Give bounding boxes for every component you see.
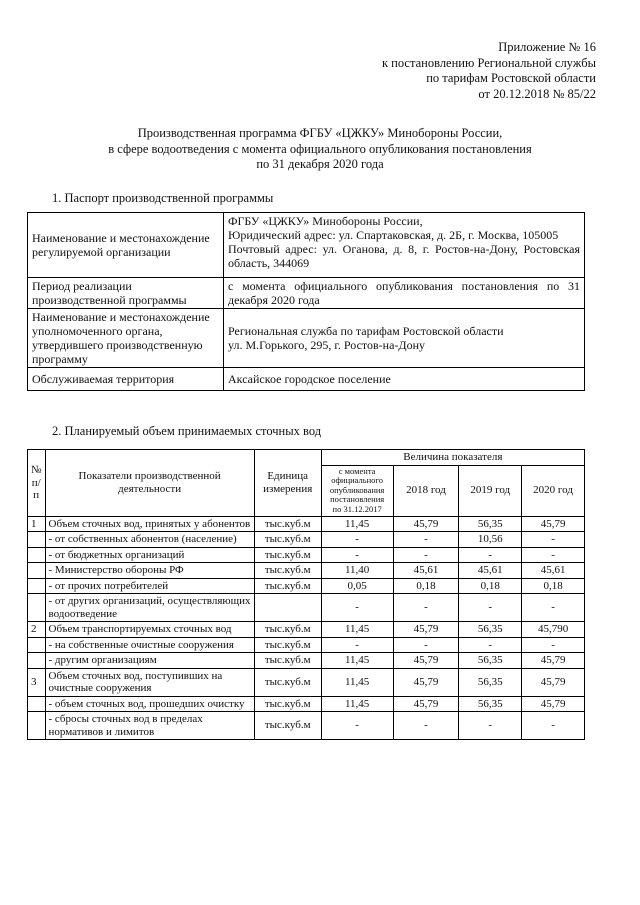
table-row [28, 578, 585, 594]
cell-value-2020: 45,79 [522, 653, 585, 669]
col-header-pub: с момента официального опубликования постановления по 31.12.2017 [321, 465, 393, 516]
table-row [28, 278, 585, 309]
title-line: по 31 декабря 2020 года [256, 157, 384, 171]
cell-value-2018: 45,79 [393, 653, 459, 669]
cell-value-pub: 11,40 [321, 563, 393, 579]
cell-value-pub: 11,45 [321, 516, 393, 532]
cell-num [28, 637, 46, 653]
cell-indicator: - от прочих потребителей [45, 578, 254, 594]
cell-value-pub: 11,45 [321, 653, 393, 669]
cell-unit: тыс.куб.м [254, 668, 321, 696]
col-header-2018: 2018 год [393, 465, 459, 516]
cell-value-2018: 0,18 [393, 578, 459, 594]
cell-num [28, 578, 46, 594]
table-row [28, 368, 585, 391]
document-title [40, 126, 600, 173]
cell-indicator: - объем сточных вод, прошедших очистку [45, 696, 254, 712]
cell-value-2020: - [522, 594, 585, 622]
cell-num [28, 696, 46, 712]
table-row [28, 532, 585, 548]
table-row [28, 547, 585, 563]
table-row [28, 696, 585, 712]
cell-indicator: - сбросы сточных вод в пределах нормативов и лимитов [45, 712, 254, 740]
cell-value-2019: 56,35 [459, 516, 522, 532]
col-header-unit: Единица измерения [254, 450, 321, 517]
cell-unit: тыс.куб.м [254, 622, 321, 638]
col-header-num: № п/п [28, 450, 46, 517]
cell-value-pub: 11,45 [321, 668, 393, 696]
col-header-2020: 2020 год [522, 465, 585, 516]
cell-value-2020: 45,79 [522, 696, 585, 712]
appendix-line: Приложение № 16 [498, 40, 596, 54]
cell-value-2018: - [393, 547, 459, 563]
cell-value-2019: - [459, 637, 522, 653]
cell-value-2020: 45,790 [522, 622, 585, 638]
cell-value-2018: - [393, 712, 459, 740]
col-header-group: Величина показателя [321, 450, 584, 466]
row-value: Аксайское городское поселение [224, 368, 585, 391]
cell-value-2019: 10,56 [459, 532, 522, 548]
cell-value-2018: - [393, 637, 459, 653]
cell-num: 2 [28, 622, 46, 638]
table-row [28, 622, 585, 638]
cell-value-2018: 45,61 [393, 563, 459, 579]
value-line: Юридический адрес: ул. Спартаковская, д. 2Б, г. Москва, 105005 [228, 228, 559, 242]
cell-value-2019: 56,35 [459, 653, 522, 669]
section2-heading: 2. Планируемый объем принимаемых сточных вод [52, 424, 322, 438]
cell-unit: тыс.куб.м [254, 712, 321, 740]
value-line: Почтовый адрес: ул. Оганова, д. 8, г. Ростов-на-Дону, Ростовская область, 344069 [228, 242, 580, 270]
table-header-row [28, 450, 585, 466]
cell-num [28, 532, 46, 548]
cell-unit [254, 594, 321, 622]
cell-value-2020: 45,61 [522, 563, 585, 579]
cell-value-2020: - [522, 712, 585, 740]
table-row [28, 637, 585, 653]
cell-unit: тыс.куб.м [254, 696, 321, 712]
volume-table [27, 449, 585, 740]
cell-value-2020: - [522, 637, 585, 653]
cell-unit: тыс.куб.м [254, 532, 321, 548]
cell-value-pub: 0,05 [321, 578, 393, 594]
cell-num [28, 712, 46, 740]
cell-indicator: - Министерство обороны РФ [45, 563, 254, 579]
cell-unit: тыс.куб.м [254, 516, 321, 532]
cell-num [28, 653, 46, 669]
cell-value-2019: - [459, 547, 522, 563]
value-line: ФГБУ «ЦЖКУ» Минобороны России, [228, 214, 423, 228]
cell-num: 1 [28, 516, 46, 532]
cell-value-2018: 45,79 [393, 516, 459, 532]
cell-value-2019: 45,61 [459, 563, 522, 579]
cell-value-2018: 45,79 [393, 696, 459, 712]
cell-num: 3 [28, 668, 46, 696]
cell-value-2018: - [393, 594, 459, 622]
cell-unit: тыс.куб.м [254, 578, 321, 594]
row-label: Обслуживаемая территория [28, 368, 224, 391]
col-header-indicator: Показатели производственной деятельности [45, 450, 254, 517]
passport-table [27, 212, 585, 391]
appendix-line: по тарифам Ростовской области [426, 71, 596, 85]
col-header-2019: 2019 год [459, 465, 522, 516]
cell-value-2019: 0,18 [459, 578, 522, 594]
appendix-header [382, 40, 596, 102]
cell-value-pub: 11,45 [321, 696, 393, 712]
cell-value-pub: 11,45 [321, 622, 393, 638]
cell-num [28, 547, 46, 563]
cell-value-2018: - [393, 532, 459, 548]
cell-indicator: Объем транспортируемых сточных вод [45, 622, 254, 638]
table-row [28, 668, 585, 696]
cell-value-2020: 0,18 [522, 578, 585, 594]
cell-value-2019: - [459, 712, 522, 740]
row-value: с момента официального опубликования постановления по 31 декабря 2020 года [224, 278, 585, 309]
value-line: Региональная служба по тарифам Ростовской области [228, 324, 504, 338]
table-row [28, 516, 585, 532]
title-line: Производственная программа ФГБУ «ЦЖКУ» Минобороны России, [137, 126, 503, 140]
row-label: Наименование и местонахождение уполномоченного органа, утвердившего производственную программу [28, 309, 224, 368]
table-row [28, 594, 585, 622]
cell-unit: тыс.куб.м [254, 637, 321, 653]
cell-indicator: - от бюджетных организаций [45, 547, 254, 563]
table-row [28, 563, 585, 579]
cell-unit: тыс.куб.м [254, 547, 321, 563]
title-line: в сфере водоотведения с момента официального опубликования постановления [108, 141, 532, 156]
cell-value-pub: - [321, 594, 393, 622]
table-row [28, 213, 585, 278]
cell-indicator: - на собственные очистные сооружения [45, 637, 254, 653]
cell-unit: тыс.куб.м [254, 563, 321, 579]
row-label: Наименование и местонахождение регулируемой организации [28, 213, 224, 278]
section1-heading: 1. Паспорт производственной программы [52, 191, 274, 205]
row-label: Период реализации производственной программы [28, 278, 224, 309]
cell-indicator: - другим организациям [45, 653, 254, 669]
cell-value-2019: 56,35 [459, 696, 522, 712]
appendix-line: от 20.12.2018 № 85/22 [478, 86, 596, 101]
appendix-line: к постановлению Региональной службы [381, 55, 596, 70]
cell-value-2019: - [459, 594, 522, 622]
cell-value-2020: - [522, 532, 585, 548]
cell-value-2020: - [522, 547, 585, 563]
row-value [224, 309, 585, 368]
cell-num [28, 594, 46, 622]
table-row [28, 712, 585, 740]
cell-value-pub: - [321, 637, 393, 653]
value-line: ул. М.Горького, 295, г. Ростов-на-Дону [228, 338, 425, 352]
row-value [224, 213, 585, 278]
cell-indicator: Объем сточных вод, принятых у абонентов [45, 516, 254, 532]
cell-value-2020: 45,79 [522, 516, 585, 532]
cell-value-pub: - [321, 532, 393, 548]
cell-indicator: - от собственных абонентов (население) [45, 532, 254, 548]
cell-indicator: Объем сточных вод, поступивших на очистные сооружения [45, 668, 254, 696]
cell-num [28, 563, 46, 579]
cell-value-2019: 56,35 [459, 668, 522, 696]
cell-value-2018: 45,79 [393, 668, 459, 696]
cell-value-2020: 45,79 [522, 668, 585, 696]
cell-unit: тыс.куб.м [254, 653, 321, 669]
cell-value-2019: 56,35 [459, 622, 522, 638]
cell-value-pub: - [321, 547, 393, 563]
table-row [28, 653, 585, 669]
cell-value-2018: 45,79 [393, 622, 459, 638]
table-row [28, 309, 585, 368]
cell-indicator: - от других организаций, осуществляющих водоотведение [45, 594, 254, 622]
cell-value-pub: - [321, 712, 393, 740]
